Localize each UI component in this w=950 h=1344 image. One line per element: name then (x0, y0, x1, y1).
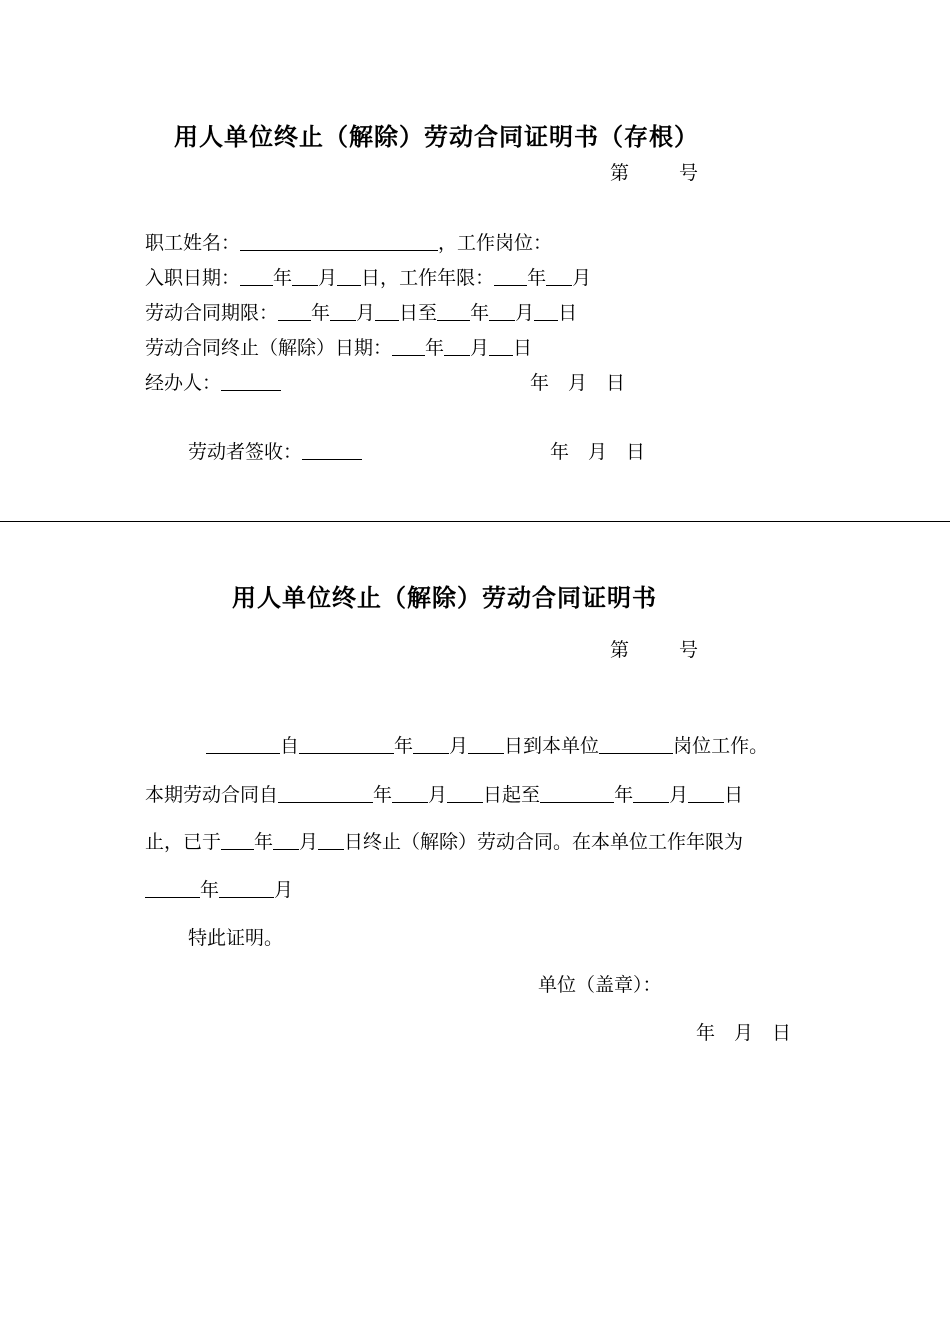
stub-number-prefix: 第 (610, 162, 630, 184)
day-until-text: 日起至 (483, 784, 541, 806)
term-start-year-field[interactable] (278, 302, 311, 321)
joined-unit-text: 日到本单位 (504, 735, 600, 757)
month-text: 月 (299, 831, 319, 853)
year-text: 年 (614, 784, 634, 806)
term-end-day-field[interactable] (534, 302, 558, 321)
contract-end-day-field[interactable] (688, 784, 724, 803)
month-text: 月 (572, 267, 592, 289)
year-text: 年 (254, 831, 274, 853)
handler-label: 经办人： (145, 372, 222, 394)
join-month-field[interactable] (413, 735, 449, 754)
termination-day-field[interactable] (489, 337, 513, 356)
stub-title: 用人单位终止（解除）劳动合同证明书（存根） (174, 123, 699, 151)
stub-handler-row (145, 371, 281, 395)
termination-day-field[interactable] (318, 831, 344, 850)
terminated-contract-text: 日终止（解除）劳动合同。在本单位工作年限为 (344, 831, 744, 853)
stop-already-text: 止，已于 (145, 831, 222, 853)
service-months-field[interactable] (219, 879, 274, 898)
cut-line-divider (0, 521, 950, 522)
hire-day-field[interactable] (337, 267, 361, 286)
employee-name-label: 职工姓名： (145, 232, 241, 254)
stub-number-line (610, 161, 698, 185)
day-text: 日 (724, 784, 744, 806)
certificate-date: 年 月 日 (696, 1022, 792, 1044)
year-text: 年 (470, 302, 490, 324)
certificate-title: 用人单位终止（解除）劳动合同证明书 (232, 584, 657, 612)
contract-start-month-field[interactable] (392, 784, 428, 803)
year-text: 年 (425, 337, 445, 359)
work-years-label: 工作年限： (399, 267, 495, 289)
year-text: 年 (311, 302, 331, 324)
join-day-field[interactable] (468, 735, 504, 754)
termination-year-field[interactable] (221, 831, 254, 850)
certificate-number-line (610, 638, 698, 662)
year-text: 年 (394, 735, 414, 757)
termination-date-label: 劳动合同终止（解除）日期： (145, 337, 393, 359)
termination-month-field[interactable] (273, 831, 299, 850)
unit-seal-label: 单位（盖章）： (538, 974, 662, 996)
stub-termination-date-row (145, 336, 532, 360)
termination-month-field[interactable] (444, 337, 470, 356)
receipt-label: 劳动者签收： (188, 441, 303, 463)
year-text: 年 (200, 879, 220, 901)
day-text: 日 (513, 337, 533, 359)
month-text: 月 (470, 337, 490, 359)
term-end-year-field[interactable] (437, 302, 470, 321)
month-text: 月 (515, 302, 535, 324)
position-work-text: 岗位工作。 (673, 735, 769, 757)
year-text: 年 (373, 784, 393, 806)
term-start-day-field[interactable] (375, 302, 399, 321)
month-text: 月 (274, 879, 294, 901)
month-text: 月 (318, 267, 338, 289)
stub-contract-term-row (145, 301, 577, 325)
contract-end-month-field[interactable] (633, 784, 669, 803)
certificate-number-suffix: 号 (679, 639, 699, 661)
stub-receipt-date: 年 月 日 (550, 441, 646, 463)
month-text: 月 (669, 784, 689, 806)
year-text: 年 (273, 267, 293, 289)
day-text: 日 (558, 302, 578, 324)
work-months-field[interactable] (546, 267, 572, 286)
employee-name-field[interactable] (240, 232, 438, 251)
contract-term-label: 劳动合同期限： (145, 302, 279, 324)
work-years-field[interactable] (494, 267, 527, 286)
contract-start-day-field[interactable] (447, 784, 483, 803)
stub-employee-row (145, 231, 552, 255)
receipt-signature-field[interactable] (302, 441, 362, 460)
year-text: 年 (527, 267, 547, 289)
certificate-line-2 (145, 783, 743, 807)
stub-number-suffix: 号 (679, 162, 699, 184)
hereby-certify: 特此证明。 (188, 927, 284, 949)
certificate-number-prefix: 第 (610, 639, 630, 661)
comma: ， (438, 232, 458, 254)
stub-handler-date: 年 月 日 (530, 372, 626, 394)
term-end-month-field[interactable] (489, 302, 515, 321)
stub-receipt-row (188, 440, 362, 464)
hire-year-field[interactable] (240, 267, 273, 286)
handler-signature-field[interactable] (221, 372, 281, 391)
stub-hire-date-row (145, 266, 591, 290)
service-years-field[interactable] (145, 879, 200, 898)
termination-year-field[interactable] (392, 337, 425, 356)
employee-name-field[interactable] (206, 735, 280, 754)
position-field[interactable] (599, 735, 673, 754)
contract-end-year-field[interactable] (540, 784, 614, 803)
month-text: 月 (356, 302, 376, 324)
from-text: 自 (280, 735, 300, 757)
certificate-line-4 (145, 878, 293, 902)
contract-start-year-field[interactable] (278, 784, 373, 803)
hire-month-field[interactable] (292, 267, 318, 286)
join-year-field[interactable] (299, 735, 394, 754)
month-text: 月 (449, 735, 469, 757)
certificate-line-3 (145, 830, 743, 854)
hire-date-label: 入职日期： (145, 267, 241, 289)
certificate-line-1 (206, 734, 768, 758)
term-start-month-field[interactable] (330, 302, 356, 321)
month-text: 月 (428, 784, 448, 806)
contract-from-text: 本期劳动合同自 (145, 784, 279, 806)
day-comma-text: 日， (361, 267, 400, 289)
day-to-text: 日至 (399, 302, 438, 324)
position-label: 工作岗位： (457, 232, 553, 254)
